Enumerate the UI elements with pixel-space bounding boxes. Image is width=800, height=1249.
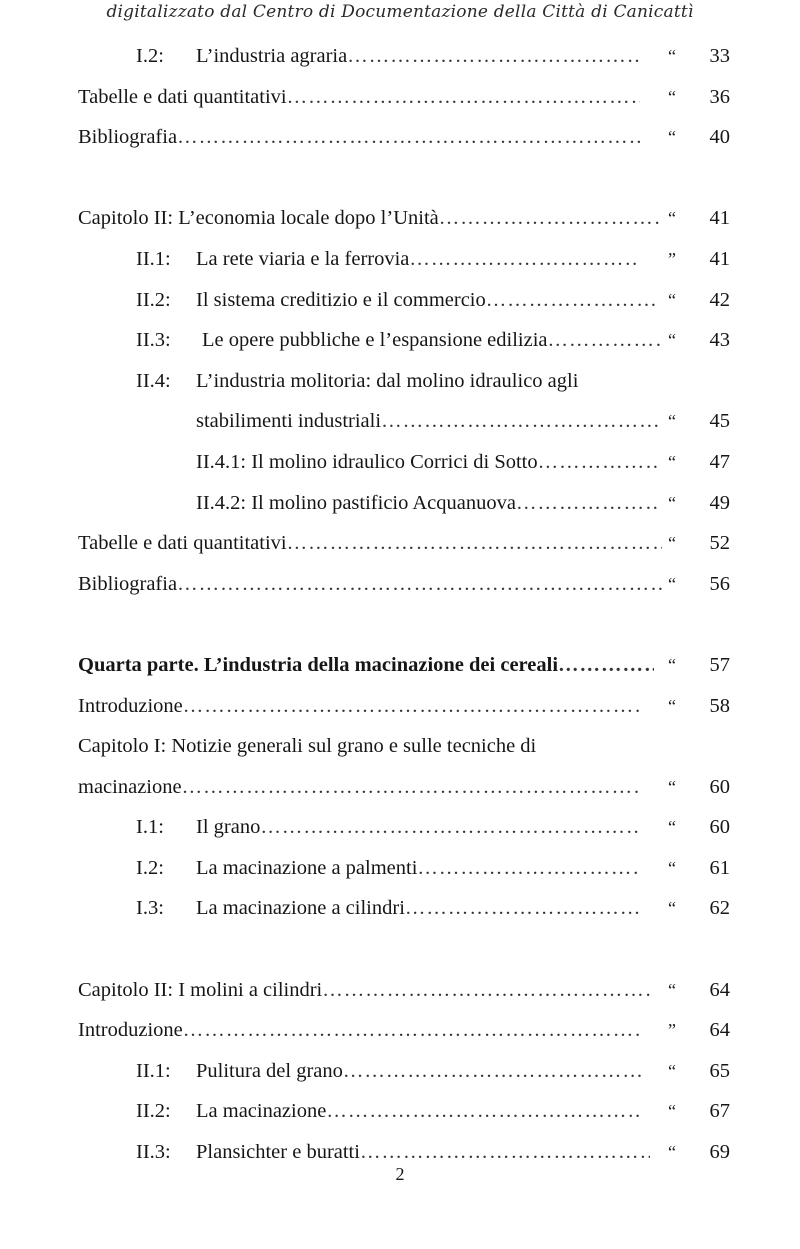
spacer [0,929,800,970]
toc-entry-number: I.2: [136,856,164,879]
toc-entry-title: Tabelle e dati quantitativi [78,85,287,108]
toc-entry-page: 64 [709,1019,730,1042]
toc-entry-quote: “ [668,411,676,432]
toc-entry [0,807,800,848]
toc-leader-dots [558,645,654,685]
toc-entry [0,36,800,77]
toc-leader-dots [516,483,660,523]
toc-leader-dots [182,767,640,807]
toc-entry [0,361,800,402]
toc-entry-number: II.3: [136,1141,171,1164]
toc-entry-page: 57 [709,653,730,676]
toc-entry-page: 52 [709,532,730,555]
toc-entry-title: L’industria molitoria: dal molino idraulico agli [196,369,579,392]
toc-entry-page: 56 [709,572,730,595]
toc-entry-number: I.1: [136,816,164,839]
toc-entry-quote: “ [668,573,676,594]
toc-entry-title: Pulitura del grano [196,1059,343,1082]
toc-entry-title: Capitolo II: I molini a cilindri [78,978,323,1001]
toc-entry-page: 41 [709,247,730,270]
toc-entry-title: Capitolo I: Notizie generali sul grano e sulle tecniche di [78,735,537,758]
toc-entry-title: La macinazione a cilindri [196,897,405,920]
toc-entry [0,848,800,889]
page-number: 2 [395,1164,405,1184]
toc-entry [0,645,800,686]
toc-entry-title: La rete viaria e la ferrovia [196,247,410,270]
toc-leader-dots [287,77,640,117]
toc-leader-dots [177,117,640,157]
toc-leader-dots [326,1091,642,1131]
toc-entry [0,1091,800,1132]
toc-leader-dots [417,848,640,888]
toc-entry-number: II.3: [136,329,171,352]
toc-entry [0,564,800,605]
toc-entry-page: 64 [709,978,730,1001]
toc-entry-title: La macinazione [196,1100,327,1123]
toc-entry [0,320,800,361]
toc-entry-page: 61 [709,856,730,879]
toc-entry-number: I.3: [136,897,164,920]
toc-entry-title: Bibliografia [78,126,178,149]
toc-entry [0,523,800,564]
toc-entry-quote: “ [668,1101,676,1122]
toc-entry-number: II.1: [136,1059,171,1082]
toc-entry [0,401,800,442]
toc-entry [0,970,800,1011]
toc-entry-title: macinazione [78,775,182,798]
toc-entry-quote: “ [668,1060,676,1081]
toc-leader-dots [260,807,640,847]
toc-entry-quote: “ [668,330,676,351]
toc-entry-title: II.4.2: Il molino pastificio Acquanuova [196,491,516,514]
toc-entry-quote: ” [668,1020,676,1041]
toc-entry-quote: “ [668,492,676,513]
toc-entry-number: II.2: [136,1100,171,1123]
toc-entry-number: II.2: [136,288,171,311]
toc-entry-page: 33 [709,45,730,67]
table-of-contents [0,36,800,1173]
toc-entry-page: 67 [709,1100,730,1123]
toc-leader-dots [439,198,660,238]
toc-entry-title: Plansichter e buratti [196,1141,360,1164]
toc-leader-dots [183,1010,640,1050]
toc-entry-quote: “ [668,86,676,107]
toc-entry-title: Capitolo II: L’economia locale dopo l’Unità [78,207,439,230]
toc-entry-page: 45 [709,410,730,433]
toc-entry-page: 49 [709,491,730,514]
toc-entry-page: 58 [709,694,730,717]
spacer [0,604,800,645]
toc-leader-dots [322,970,652,1010]
toc-leader-dots [381,401,660,441]
toc-entry-title: Bibliografia [78,572,178,595]
toc-entry-number: II.4: [136,369,171,392]
toc-leader-dots [343,1051,642,1091]
toc-entry-quote: “ [668,857,676,878]
toc-entry-page: 62 [709,897,730,920]
toc-entry-page: 60 [709,816,730,839]
toc-entry-title: Il grano [196,816,261,839]
toc-entry-quote: “ [668,695,676,716]
toc-entry-page: 69 [709,1141,730,1164]
toc-entry-title: Introduzione [78,1019,183,1042]
toc-entry [0,767,800,808]
toc-leader-dots [287,523,662,563]
toc-entry-number: II.1: [136,247,171,270]
toc-leader-dots [347,36,640,76]
toc-entry-quote: ” [668,248,676,269]
toc-entry-quote: “ [668,46,676,66]
toc-entry-quote: “ [668,1142,676,1163]
toc-entry-quote: “ [668,533,676,554]
toc-entry-title: Quarta parte. L’industria della macinazione dei cereali [78,653,559,676]
toc-entry-page: 42 [709,288,730,311]
toc-leader-dots [183,686,640,726]
toc-entry-page: 41 [709,207,730,230]
toc-entry-number: I.2: [136,45,164,67]
toc-entry-page: 43 [709,329,730,352]
toc-entry [0,442,800,483]
toc-entry [0,888,800,929]
toc-entry-quote: “ [668,979,676,1000]
toc-entry-quote: “ [668,776,676,797]
toc-entry-title: Il sistema creditizio e il commercio [196,288,486,311]
toc-leader-dots [409,239,640,279]
toc-leader-dots [405,888,640,928]
toc-entry-quote: “ [668,289,676,310]
toc-entry [0,483,800,524]
toc-entry-quote: “ [668,451,676,472]
toc-entry-title: Le opere pubbliche e l’espansione edilizia [202,329,548,352]
toc-entry-quote: “ [668,208,676,229]
spacer [0,158,800,199]
toc-entry-quote: “ [668,817,676,838]
toc-leader-dots [538,442,660,482]
toc-entry-title: Introduzione [78,694,183,717]
toc-entry-page: 60 [709,775,730,798]
toc-entry-title: L’industria agraria [196,45,348,67]
toc-entry-page: 47 [709,450,730,473]
toc-entry-page: 65 [709,1059,730,1082]
toc-entry-quote: “ [668,654,676,675]
toc-entry [0,239,800,280]
toc-entry-title: La macinazione a palmenti [196,856,418,879]
toc-entry [0,198,800,239]
toc-leader-dots [177,564,662,604]
toc-entry [0,1051,800,1092]
toc-entry-title: stabilimenti industriali [196,410,382,433]
toc-entry-page: 40 [709,126,730,149]
toc-entry [0,686,800,727]
toc-entry-quote: “ [668,127,676,148]
toc-leader-dots [548,320,660,360]
toc-entry-title: II.4.1: Il molino idraulico Corrici di Sotto [196,450,538,473]
toc-entry [0,117,800,158]
toc-leader-dots [486,280,660,320]
toc-entry [0,77,800,118]
toc-entry [0,1010,800,1051]
toc-entry [0,280,800,321]
toc-entry-quote: “ [668,898,676,919]
toc-entry-title: Tabelle e dati quantitativi [78,532,287,555]
toc-entry [0,726,800,767]
watermark: digitalizzato dal Centro di Documentazione della Città di Canicattì [106,2,694,22]
toc-entry-page: 36 [709,85,730,108]
